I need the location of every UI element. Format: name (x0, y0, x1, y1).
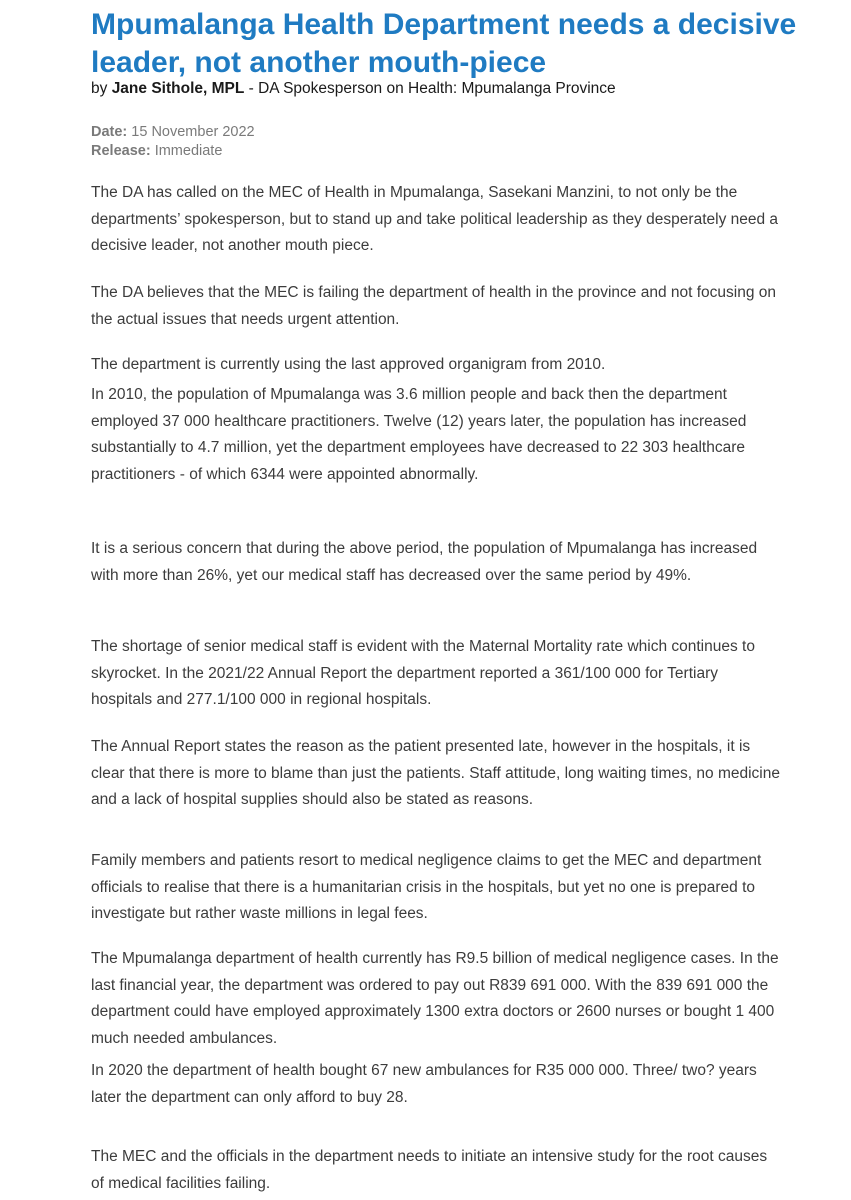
author-role: - DA Spokesperson on Health: Mpumalanga Province (244, 80, 616, 97)
date-value: 15 November 2022 (131, 124, 255, 140)
paragraph: In 2020 the department of health bought 67 new ambulances for R35 000 000. Three/ two? years later the department can only afford to buy 28. (91, 1062, 757, 1106)
paragraph: Family members and patients resort to medical negligence claims to get the MEC and department officials to realise that there is a humanitarian crisis in the hospitals, but yet no one is prepared to investigate but rather waste millions in legal fees. (91, 852, 762, 922)
release-line (91, 142, 255, 161)
paragraph: The shortage of senior medical staff is evident with the Maternal Mortality rate which continues to skyrocket. In the 2021/22 Annual Report the department reported a 361/100 000 for Tertiary hospitals and 277.1/100 000 in regional hospitals. (91, 638, 755, 708)
release-value: Immediate (154, 143, 223, 159)
date-label: Date: (91, 124, 128, 140)
author-name: Jane Sithole, MPL (111, 80, 245, 97)
paragraph: The DA has called on the MEC of Health in Mpumalanga, Sasekani Manzini, to not only be the departments’ spokesperson, but to stand up and take political leadership as they desperately need a decisive leader, not another mouth piece. (91, 184, 779, 254)
paragraph: It is a serious concern that during the above period, the population of Mpumalanga has increased with more than 26%, yet our medical staff has decreased over the same period by 49%. (91, 540, 758, 584)
paragraph: The Annual Report states the reason as the patient presented late, however in the hospitals, it is clear that there is more to blame than just the patients. Staff attitude, long waiting times, no medicine and a lack of hospital supplies should also be stated as reasons. (91, 738, 780, 808)
byline-prefix: by (91, 80, 108, 97)
article-title: Mpumalanga Health Department needs a decisive leader, not another mouth-piece (91, 8, 797, 79)
paragraph: The Mpumalanga department of health currently has R9.5 billion of medical negligence cases. In the last financial year, the department was ordered to pay out R839 691 000. With the 839 691 000 the department could have employed approximately 1300 extra doctors or 2600 nurses or bought 1 400 much needed ambulances. (91, 950, 779, 1047)
release-label: Release: (91, 143, 151, 159)
release-meta (91, 123, 255, 161)
paragraph: The DA believes that the MEC is failing the department of health in the province and not focusing on the actual issues that needs urgent attention. (91, 284, 776, 328)
paragraph: The MEC and the officials in the department needs to initiate an intensive study for the root causes of medical facilities failing. (91, 1148, 768, 1192)
paragraph: The department is currently using the last approved organigram from 2010. (91, 356, 606, 373)
date-line (91, 123, 255, 142)
byline (91, 79, 616, 99)
paragraph: In 2010, the population of Mpumalanga was 3.6 million people and back then the department employed 37 000 healthcare practitioners. Twelve (12) years later, the population has increased substantially to 4.7 million, yet the department employees have decreased to 22 303 healthcare practitioners - of which 6344 were appointed abnormally. (91, 386, 747, 483)
